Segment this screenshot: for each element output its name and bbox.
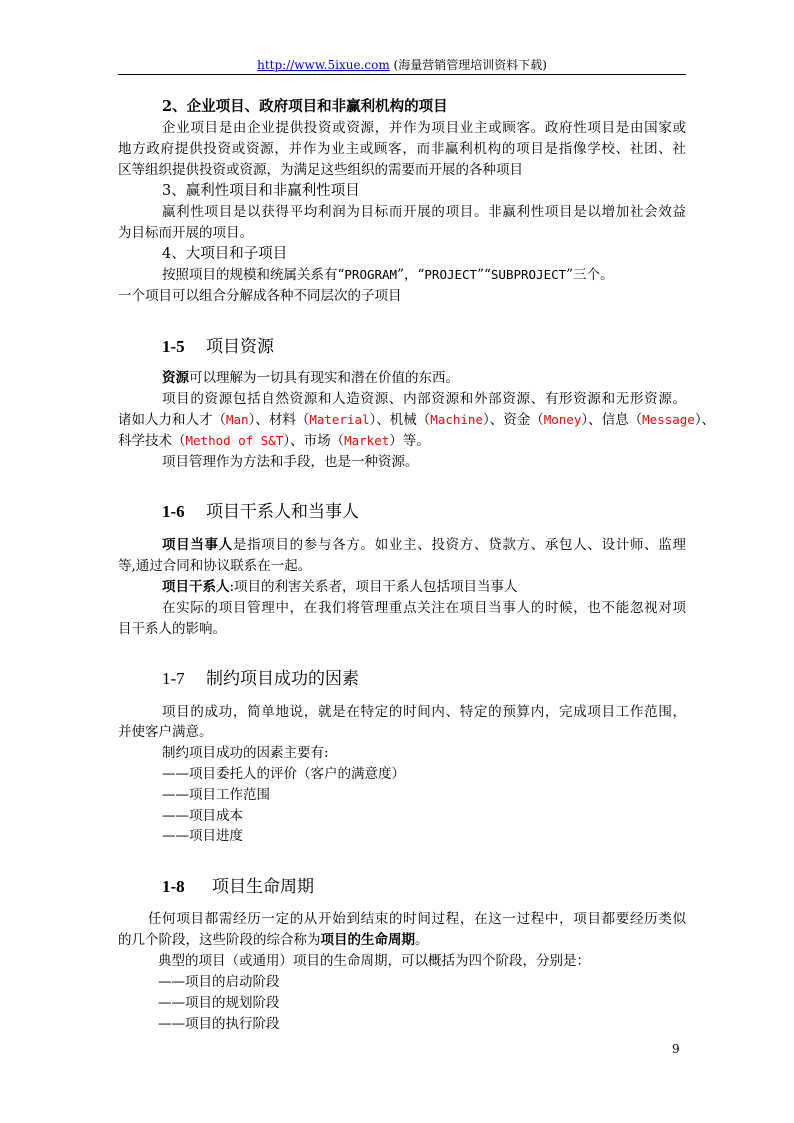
text-run: ）、信息（ xyxy=(581,412,643,428)
paragraph-line: 典型的项目（或通用）项目的生命周期，可以概括为四个阶段，分别是： xyxy=(158,953,590,969)
red-term: Method of S&T xyxy=(185,433,284,448)
list-item: ——项目委托人的评价（客户的满意度） xyxy=(162,766,405,782)
section-title: 制约项目成功的因素 xyxy=(206,669,359,689)
subheading-2: 2、企业项目、政府项目和非赢利机构的项目 xyxy=(162,98,448,115)
text-run: 是指项目的参与各方。如业主、投资方、贷款方、承包人、设计师、监理 xyxy=(232,537,687,553)
text-run: 按照项目的规模和统属关系有“ xyxy=(162,267,345,283)
text-run: ”三个。 xyxy=(566,267,614,283)
section-number: 1-7 xyxy=(162,669,185,688)
paragraph-line: 区等组织提供投资或资源，为满足这些组织的需要而开展的各种项目 xyxy=(118,162,523,178)
section-number: 1-8 xyxy=(162,877,185,896)
paragraph-line xyxy=(162,265,686,285)
header-note: (海量营销管理培训资料下载) xyxy=(393,58,547,72)
red-term: Message xyxy=(642,412,695,427)
text-run: ）、市场（ xyxy=(283,433,345,449)
paragraph-line: 制约项目成功的因素主要有: xyxy=(162,745,329,761)
subheading-4: 4、大项目和子项目 xyxy=(162,246,288,262)
paragraph-line: 等,通过合同和协议联系在一起。 xyxy=(118,558,312,574)
paragraph-line xyxy=(162,368,686,388)
text-run: PROGRAM xyxy=(344,267,398,282)
paragraph-line: 项目的成功，简单地说，就是在特定的时间内、特定的预算内，完成项目工作范围， xyxy=(162,704,686,720)
text-run: PROJECT xyxy=(424,267,478,282)
header-rule xyxy=(118,74,686,75)
text-run: ）、机械（ xyxy=(369,412,431,428)
bold-term: 项目当事人 xyxy=(162,537,233,553)
section-heading-1-7 xyxy=(162,669,686,689)
subheading-3: 3、赢利性项目和非赢利性项目 xyxy=(162,183,360,199)
list-item: ——项目的执行阶段 xyxy=(158,1016,280,1032)
bold-term: 项目的生命周期 xyxy=(320,932,415,948)
paragraph-line: 任何项目都需经历一定的从开始到结束的时间过程，在这一过程中，项目都要经历类似 xyxy=(148,911,686,927)
text-run: ”“ xyxy=(477,267,491,283)
paragraph-line: 赢利性项目是以获得平均利润为目标而开展的项目。非赢利性项目是以增加社会效益 xyxy=(162,204,686,220)
text-run: ”，“ xyxy=(397,267,425,283)
paragraph-line: 在实际的项目管理中，在我们将管理重点关注在项目当事人的时候，也不能忽视对项 xyxy=(162,600,686,616)
page-header xyxy=(118,56,686,73)
header-link[interactable]: http://www.5ixue.com xyxy=(257,58,390,72)
red-term: Market xyxy=(344,433,390,448)
list-item: ——项目的规划阶段 xyxy=(158,995,280,1011)
text-run: :项目的利害关系者，项目干系人包括项目当事人 xyxy=(229,579,518,595)
text-run: 诸如人力和人才（ xyxy=(118,412,226,428)
list-item: ——项目成本 xyxy=(162,808,243,824)
text-run: 科学技术（ xyxy=(118,433,186,449)
paragraph-line xyxy=(118,431,686,451)
text-run: ）、 xyxy=(694,412,716,428)
paragraph-line: 企业项目是由企业提供投资或资源，并作为项目业主或顾客。政府性项目是由国家或 xyxy=(162,120,686,136)
section-number: 1-6 xyxy=(162,502,185,521)
text-run: ）、资金（ xyxy=(482,412,544,428)
page-number: 9 xyxy=(672,1042,680,1056)
text-run: ）等。 xyxy=(389,433,430,449)
section-title: 项目干系人和当事人 xyxy=(206,502,359,522)
red-term: Money xyxy=(543,412,582,427)
text-run: 的几个阶段，这些阶段的综合称为 xyxy=(118,932,321,948)
section-heading-1-6 xyxy=(162,502,686,522)
section-heading-1-8 xyxy=(162,877,686,897)
text-run: SUBPROJECT xyxy=(490,267,567,282)
paragraph-line: 目干系人的影响。 xyxy=(118,621,226,637)
text-run: ）、材料（ xyxy=(248,412,310,428)
paragraph-line xyxy=(162,535,686,555)
paragraph-line xyxy=(118,930,686,950)
text-run: 。 xyxy=(415,932,429,948)
section-title: 项目生命周期 xyxy=(212,877,314,897)
paragraph-line: 项目的资源包括自然资源和人造资源、内部资源和外部资源、有形资源和无形资源。 xyxy=(162,391,686,407)
section-title: 项目资源 xyxy=(206,337,274,357)
paragraph-line: 一个项目可以组合分解成各种不同层次的子项目 xyxy=(118,288,402,304)
list-item: ——项目的启动阶段 xyxy=(158,974,280,990)
red-term: Material xyxy=(309,412,370,427)
paragraph-line: 项目管理作为方法和手段，也是一种资源。 xyxy=(162,454,419,470)
list-item: ——项目进度 xyxy=(162,828,243,844)
paragraph-line xyxy=(162,577,686,597)
paragraph-line xyxy=(118,410,716,430)
paragraph-line: 地方政府提供投资或资源，并作为业主或顾客，而非赢利机构的项目是指像学校、社团、社 xyxy=(118,141,686,157)
red-term: Machine xyxy=(430,412,483,427)
red-term: Man xyxy=(226,412,249,427)
section-heading-1-5 xyxy=(162,337,686,357)
bold-term: 项目干系人 xyxy=(162,579,230,595)
list-item: ——项目工作范围 xyxy=(162,787,270,803)
section-number: 1-5 xyxy=(162,337,185,356)
paragraph-line: 并使客户满意。 xyxy=(118,724,213,740)
bold-term: 资源 xyxy=(162,370,189,386)
text-run: 可以理解为一切具有现实和潜在价值的东西。 xyxy=(189,370,459,386)
paragraph-line: 为目标而开展的项目。 xyxy=(118,225,253,241)
